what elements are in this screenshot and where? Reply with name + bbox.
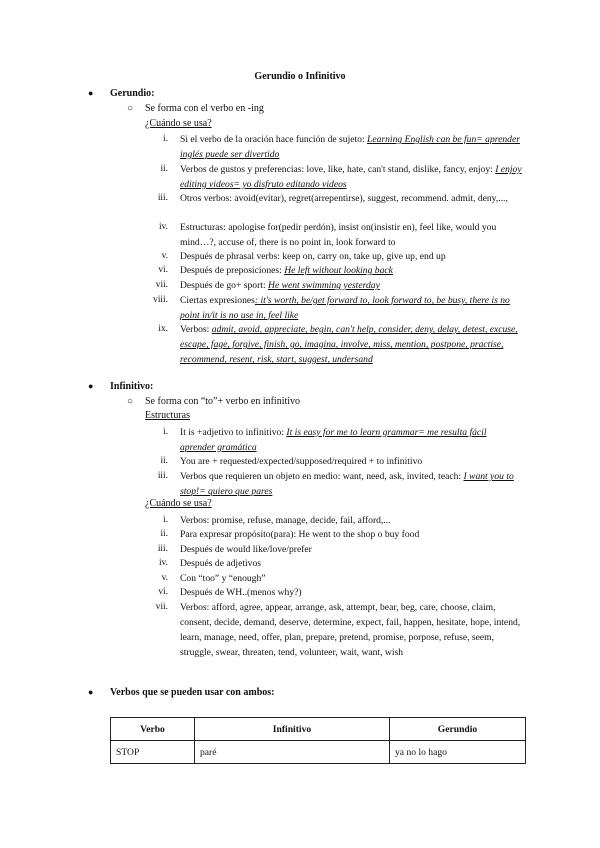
list-item	[120, 542, 522, 557]
item-text: Después de phrasal verbs: keep on, carry on, take up, give up, end up	[180, 251, 446, 262]
verbs-table	[110, 717, 526, 764]
list-number: iii.	[157, 193, 168, 203]
item-text: Después de would like/love/prefer	[180, 544, 312, 555]
list-text	[180, 454, 522, 469]
bullet-icon: ●	[88, 687, 94, 697]
list-text	[180, 293, 522, 323]
list-text	[180, 585, 522, 600]
list-text	[180, 469, 522, 499]
list-text	[180, 527, 522, 542]
item-text: It is +adjetivo to infinitivo:	[180, 427, 287, 438]
example-text: admit, avoid, appreciate, begin, can't help, consider, deny, delay, detest, excuse, escape, fage, forgive, finish, go, imagina, involve, miss, mention, postpone, practise, recommend, resent, risk, start, suggest, undersand	[180, 324, 518, 365]
example-text: He went swimming yesterday	[268, 280, 380, 291]
item-text: Estructuras: apologise for(pedir perdón), insist on(insistir en), feel like, would you mind…?, accuse of, there is no point in, look forward to	[180, 222, 497, 248]
list-text	[180, 263, 522, 278]
list-number: v.	[161, 251, 168, 261]
list-number: iv.	[158, 558, 168, 568]
example-text: I enjoy editing videos= yo disfruto editando videos	[180, 164, 522, 190]
item-text: Verbos que requieren un objeto en medio: want, need, ask, invited, teach:	[180, 471, 464, 482]
list-text	[180, 556, 522, 571]
page-title: Gerundio o Infinitivo	[254, 71, 346, 82]
list-item	[120, 132, 522, 162]
list-item	[120, 249, 522, 264]
list-text	[180, 322, 522, 367]
column-header: Gerundio	[390, 718, 526, 741]
list-item	[120, 425, 522, 455]
table-cell: paré	[195, 741, 390, 764]
list-text	[180, 191, 522, 206]
bullet-icon: ●	[88, 381, 94, 391]
circle-bullet-icon: ○	[127, 396, 134, 407]
table-header-row	[111, 718, 526, 741]
list-number: ii.	[160, 456, 168, 466]
list-item	[120, 293, 522, 323]
list-number: v.	[161, 573, 168, 583]
example-text: He left without looking back	[284, 265, 393, 276]
list-item	[120, 513, 522, 528]
item-text: Ciertas expresiones	[180, 295, 255, 306]
item-text: Verbos: afford, agree, appear, arrange, ask, attempt, bear, beg, care, choose, claim, consent, decide, demand, deserve, determine, expect, fail, happen, hesitate, hope, intend, learn, manage, need, offer, plan, prepare, pretend, promise, porpose, refuse, seem, struggle, swear, threaten, tend, volunteer, wait, want, wish	[180, 602, 521, 658]
example-text: Learning English can be fun= aprender inglés puede ser divertido	[180, 134, 520, 160]
item-text: Verbos:	[180, 324, 212, 335]
section-heading-infinitivo: ● Infinitivo:	[88, 381, 154, 392]
column-header: Infinitivo	[195, 718, 390, 741]
list-item	[120, 263, 522, 278]
example-text: I want you to stop!= quiero que pares	[180, 471, 514, 497]
list-text	[180, 162, 522, 192]
table-cell: STOP	[111, 741, 195, 764]
infinitivo-structures-heading: Estructuras	[145, 410, 190, 421]
list-item	[120, 220, 522, 250]
example-text: It is easy for me to learn grammar= me resulta fácil aprender gramática	[180, 427, 487, 453]
item-text: You are + requested/expected/supposed/required + to infinitivo	[180, 456, 423, 467]
list-number: i.	[163, 515, 168, 525]
list-item	[120, 162, 522, 192]
item-text: Otros verbos: avoid(evitar), regret(arrepentirse), suggest, recommend. admit, deny,...,	[180, 193, 508, 204]
list-text	[180, 600, 522, 660]
section-heading-ambos: ● Verbos que se pueden usar con ambos:	[88, 687, 275, 698]
item-text: Después de go+ sport:	[180, 280, 269, 291]
table-cell: ya no lo hago	[390, 741, 526, 764]
item-text: Con “too” y “enough”	[180, 573, 266, 584]
list-number: vii.	[155, 280, 168, 290]
list-text	[180, 132, 522, 162]
list-number: ii.	[160, 529, 168, 539]
column-header: Verbo	[111, 718, 195, 741]
item-text: Después de adjetivos	[180, 558, 261, 569]
list-number: vii.	[155, 602, 168, 612]
gerundio-when-heading: ¿Cuándo se usa?	[145, 118, 212, 129]
item-text: Si el verbo de la oración hace función de sujeto:	[180, 134, 368, 145]
section-heading-gerundio: ● Gerundio:	[88, 88, 155, 99]
list-text	[180, 278, 522, 293]
list-item	[120, 278, 522, 293]
list-item	[120, 322, 522, 367]
list-number: iii.	[157, 544, 168, 554]
table-row	[111, 741, 526, 764]
list-text	[180, 249, 522, 264]
item-text: Para expresar propósito(para): He went to the shop o buy food	[180, 529, 420, 540]
example-text: : it's worth, be/get forward to, look forward to, be busy, there is no point in/it is no use in, feel like	[180, 295, 510, 321]
list-item	[120, 469, 522, 499]
list-number: viii.	[153, 295, 168, 305]
infinitivo-when-heading: ¿Cuándo se usa?	[145, 498, 212, 509]
list-number: ix.	[158, 324, 168, 334]
list-number: vi.	[158, 587, 168, 597]
list-item	[120, 571, 522, 586]
list-item	[120, 454, 522, 469]
list-number: iii.	[157, 471, 168, 481]
list-text	[180, 571, 522, 586]
list-item	[120, 191, 522, 206]
circle-bullet-icon: ○	[127, 103, 134, 114]
list-text	[180, 513, 522, 528]
list-number: i.	[163, 427, 168, 437]
infinitivo-rule: ○ Se forma con “to”+ verbo en infinitivo	[127, 396, 301, 407]
bullet-icon: ●	[88, 88, 94, 98]
gerundio-rule: ○ Se forma con el verbo en -ing	[127, 103, 264, 114]
list-number: vi.	[158, 265, 168, 275]
list-number: iv.	[158, 222, 168, 232]
item-text: Después de preposiciones:	[180, 265, 285, 276]
list-text	[180, 220, 522, 250]
list-text	[180, 425, 522, 455]
list-item	[120, 585, 522, 600]
list-number: i.	[163, 134, 168, 144]
item-text: Verbos: promise, refuse, manage, decide, fail, afford,...	[180, 515, 391, 526]
item-text: Verbos de gustos y preferencias: love, like, hate, can't stand, dislike, fancy, enjoy:	[180, 164, 496, 175]
list-item	[120, 556, 522, 571]
list-item	[120, 527, 522, 542]
list-item	[120, 600, 522, 660]
list-text	[180, 542, 522, 557]
item-text: Después de WH..(menos why?)	[180, 587, 302, 598]
list-number: ii.	[160, 164, 168, 174]
